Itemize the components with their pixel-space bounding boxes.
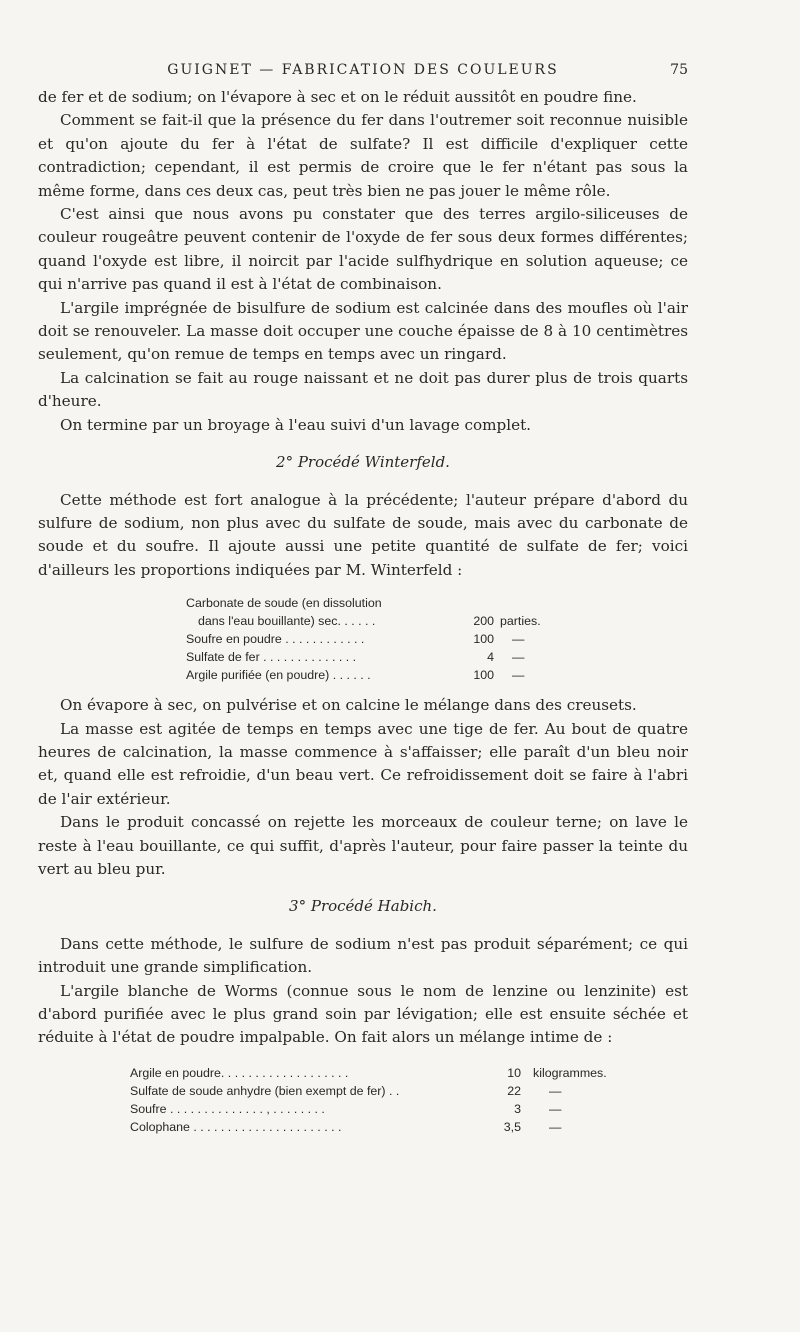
ingredient-unit: — [512,668,525,683]
ingredient-label: Argile purifiée (en poudre) . . . . . . [186,668,371,683]
ingredient-unit: — [549,1119,562,1134]
section-heading-winterfeld: 2° Procédé Winterfeld. [276,453,450,472]
ingredient-value: 10 [507,1065,521,1080]
ingredient-value: 100 [473,632,494,647]
table-row [130,1064,688,1082]
ingredient-value: 22 [507,1083,521,1098]
paragraph: On évapore à sec, on pulvérise et on calcine le mélange dans des creusets. [60,696,637,715]
paragraph: L'argile blanche de Worms (connue sous le nom de lenzine ou lenzinite) est d'abord purifiée avec le plus grand soin par lévigation; elle est ensuite séchée et réduite à l'état de poudre impalpable. On fait alors un mélange intime de : [38,981,688,1047]
paragraph: Dans le produit concassé on rejette les morceaux de couleur terne; on lave le reste à l'eau bouillante, ce qui suffit, d'après l'auteur, pour faire passer la teinte du vert au bleu pur. [38,813,688,878]
ingredient-unit: — [549,1083,562,1098]
table-row [130,1082,688,1100]
paragraph: L'argile imprégnée de bisulfure de sodium est calcinée dans des moufles où l'air doit se renouveler. La masse doit occuper une couche épaisse de 8 à 10 centimètres seulement, qu'on remue de temps en temps avec un ringard. [38,298,688,364]
paragraph: Cette méthode est fort analogue à la précédente; l'auteur prépare d'abord du sulfure de sodium, non plus avec du sulfate de soude, mais avec du carbonate de soude et du soufre. Il ajoute aussi une petite quantité de sulfate de fer; voici d'ailleurs les proportions indiquées par M. Winterfeld : [38,490,688,579]
ingredient-label: Colophane . . . . . . . . . . . . . . . . . . . . . . [130,1119,342,1134]
ingredient-label: Soufre en poudre . . . . . . . . . . . . [186,632,365,647]
running-header [38,62,688,84]
page-body [38,86,688,1146]
page-number: 75 [670,62,688,78]
ingredient-unit: — [512,632,525,647]
paragraph: C'est ainsi que nous avons pu constater que des terres argilo-siliceuses de couleur rougeâtre peuvent contenir de l'oxyde de fer sous deux formes différentes; quand l'oxyde est libre, il noircit par l'acide sulfhydrique en solution aqueuse; ce qui n'arrive pas quand il est à l'état de combinaison. [38,205,688,294]
proportions-table-habich [130,1064,688,1136]
ingredient-unit: — [512,650,525,665]
header-title: GUIGNET — FABRICATION DES COULEURS [167,62,559,78]
ingredient-value [454,594,494,612]
ingredient-label: dans l'eau bouillante) sec. . . . . . [198,614,376,629]
ingredient-value: 3 [514,1101,521,1116]
table-row [130,1118,688,1136]
ingredient-value: 4 [487,650,494,665]
ingredient-value: 3,5 [503,1119,521,1134]
ingredient-value: 100 [473,668,494,683]
section-heading-habich: 3° Procédé Habich. [289,897,437,916]
table-row [186,594,688,612]
table-row [186,648,688,666]
ingredient-unit: kilogrammes. [533,1065,607,1080]
paragraph: La masse est agitée de temps en temps avec une tige de fer. Au bout de quatre heures de calcination, la masse commence à s'affaisser; elle paraît d'un bleu noir et, quand elle est refroidie, d'un beau vert. Ce refroidissement doit se faire à l'abri de l'air extérieur. [38,719,688,808]
paragraph: Comment se fait-il que la présence du fer dans l'outremer soit reconnue nuisible et qu'on ajoute du fer à l'état de sulfate? Il est difficile d'expliquer cette contradiction; cependant, il est permis de croire que le fer n'étant pas sous la même forme, dans ces deux cas, peut très bien ne pas jouer le même rôle. [38,111,688,200]
ingredient-label: Soufre . . . . . . . . . . . . . . , . . . . . . . . [130,1101,325,1116]
ingredient-label: Argile en poudre. . . . . . . . . . . . . . . . . . . [130,1065,349,1080]
ingredient-label: Sulfate de fer . . . . . . . . . . . . . . [186,650,357,665]
ingredient-value: 200 [473,614,494,629]
paragraph: Dans cette méthode, le sulfure de sodium n'est pas produit séparément; ce qui introduit une grande simplification. [38,934,688,977]
table-row [186,630,688,648]
paragraph: La calcination se fait au rouge naissant et ne doit pas durer plus de trois quarts d'heure. [38,368,688,411]
table-row [186,666,688,684]
ingredient-label: Carbonate de soude (en dissolution [186,596,382,611]
proportions-table-winterfeld [186,594,688,684]
ingredient-unit: — [549,1101,562,1116]
table-row [130,1100,688,1118]
paragraph: de fer et de sodium; on l'évapore à sec et on le réduit aussitôt en poudre fine. [38,88,637,106]
ingredient-label: Sulfate de soude anhydre (bien exempt de fer) . . [130,1083,400,1098]
table-row [186,612,688,630]
paragraph: On termine par un broyage à l'eau suivi d'un lavage complet. [60,415,532,434]
ingredient-unit: parties. [500,614,541,629]
